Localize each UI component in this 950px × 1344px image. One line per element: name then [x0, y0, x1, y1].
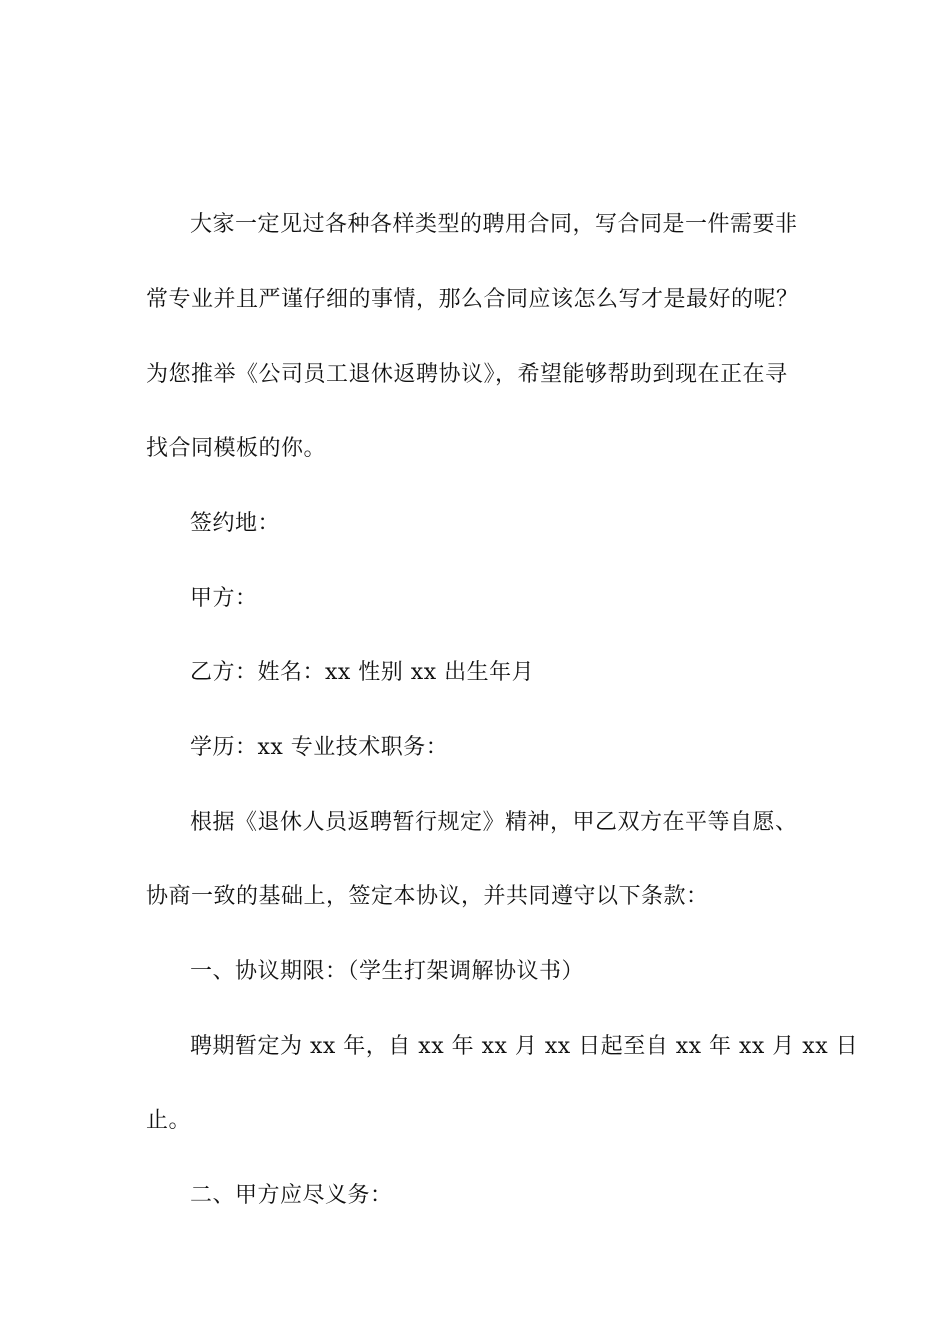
- education-line: 学历：xx 专业技术职务：: [190, 735, 449, 760]
- term-paragraph-line-2: 止。: [146, 1108, 192, 1133]
- party-a-line: 甲方：: [190, 586, 258, 611]
- basis-paragraph-line-1: 根据《退休人员返聘暂行规定》精神，甲乙双方在平等自愿、: [190, 810, 798, 835]
- paragraph-intro-line-2: 常专业并且严谨仔细的事情，那么合同应该怎么写才是最好的呢？: [146, 287, 799, 312]
- section-2-heading: 二、甲方应尽义务：: [190, 1183, 393, 1208]
- term-paragraph-line-1: 聘期暂定为 xx 年，自 xx 年 xx 月 xx 日起至自 xx 年 xx 月 xx 日: [190, 1034, 859, 1059]
- paragraph-intro-line-3: 为您推举《公司员工退休返聘协议》，希望能够帮助到现在正在寻: [146, 362, 788, 387]
- basis-paragraph-line-2: 协商一致的基础上，签定本协议，并共同遵守以下条款：: [146, 884, 709, 909]
- paragraph-intro-line-1: 大家一定见过各种各样类型的聘用合同，写合同是一件需要非: [190, 212, 798, 237]
- signing-place-line: 签约地：: [190, 511, 281, 536]
- party-b-line: 乙方：姓名：xx 性别 xx 出生年月: [190, 660, 535, 685]
- paragraph-intro-line-4: 找合同模板的你。: [146, 436, 327, 461]
- section-1-heading: 一、协议期限：（学生打架调解协议书）: [190, 959, 585, 984]
